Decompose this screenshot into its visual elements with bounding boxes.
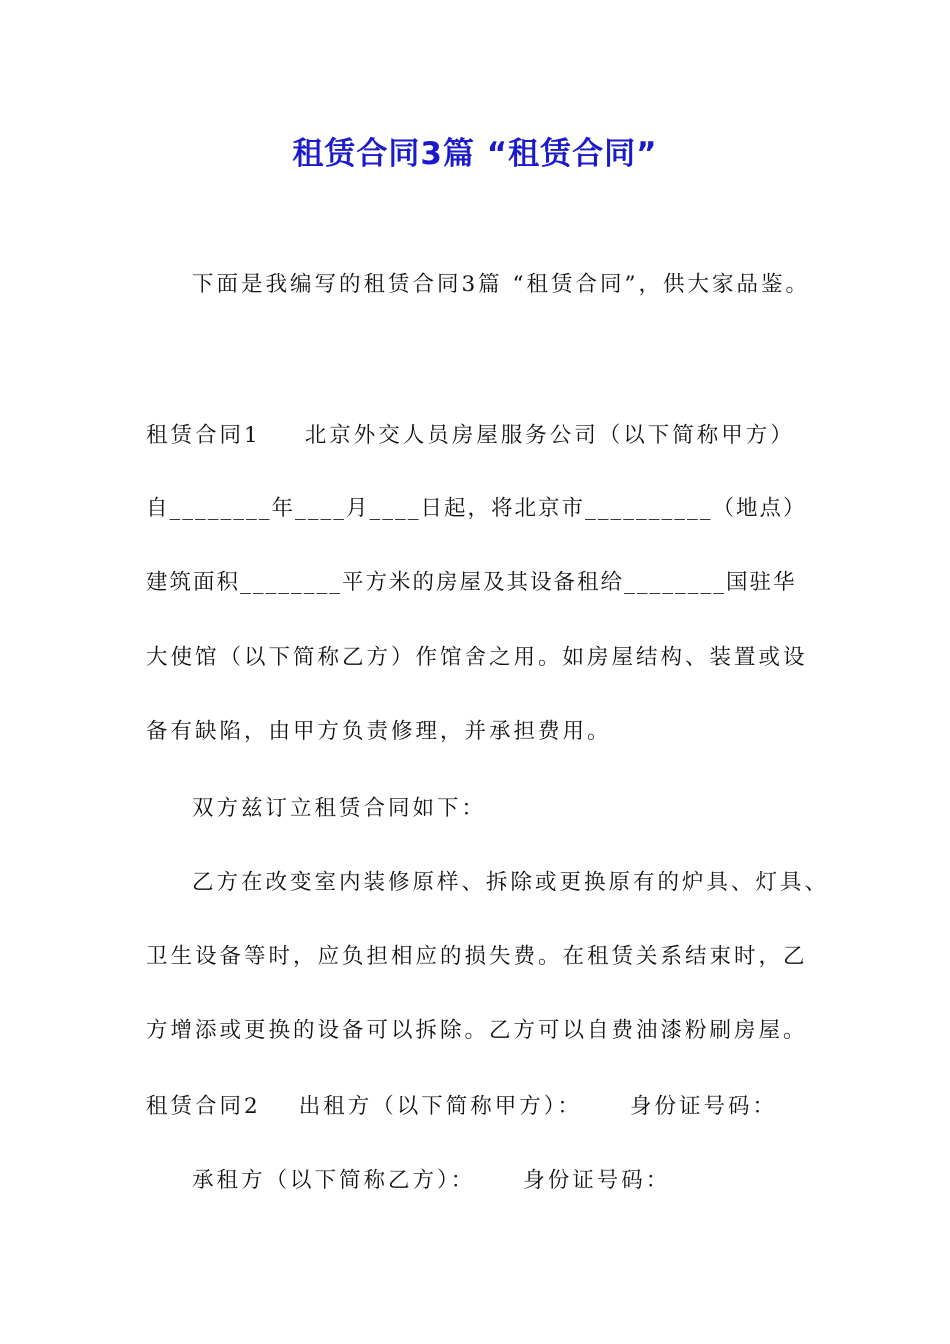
contract2-lessor: 出租方（以下简称甲方）： [298, 1094, 582, 1119]
contract1-label: 租赁合同1 [146, 423, 261, 448]
contract1-line-5: 备有缺陷，由甲方负责修理，并承担费用。 [146, 719, 612, 744]
contract2-label: 租赁合同2 [146, 1094, 261, 1119]
contract2-lessor-id: 身份证号码： [629, 1094, 777, 1119]
intro-paragraph: 下面是我编写的租赁合同3篇 “租赁合同”，供大家品鉴。 [192, 272, 810, 297]
contract1-line-7: 乙方在改变室内装修原样、拆除或更换原有的炉具、灯具、 [192, 870, 830, 895]
contract1-line-4: 大使馆（以下简称乙方）作馆舍之用。如房屋结构、装置或设 [146, 645, 808, 670]
contract2-lessee-id: 身份证号码： [523, 1168, 671, 1193]
contract1-line-9: 方增添或更换的设备可以拆除。乙方可以自费油漆粉刷房屋。 [146, 1018, 808, 1043]
contract1-line-2: 自________年____月____日起，将北京市__________（地点） [146, 496, 807, 521]
contract1-line-3: 建筑面积________平方米的房屋及其设备租给________国驻华 [146, 570, 797, 595]
contract2-second-line [192, 1166, 670, 1196]
contract1-line-8: 卫生设备等时，应负担相应的损失费。在租赁关系结束时，乙 [146, 944, 808, 969]
document-title: 租赁合同3篇 “租赁合同” [292, 136, 658, 172]
contract1-first-line [146, 421, 795, 451]
contract1-line-6: 双方兹订立租赁合同如下： [192, 796, 487, 821]
contract2-lessee: 承租方（以下简称乙方）： [192, 1168, 476, 1193]
contract1-party-a: 北京外交人员房屋服务公司（以下简称甲方） [304, 423, 795, 448]
contract2-first-line [146, 1092, 777, 1122]
